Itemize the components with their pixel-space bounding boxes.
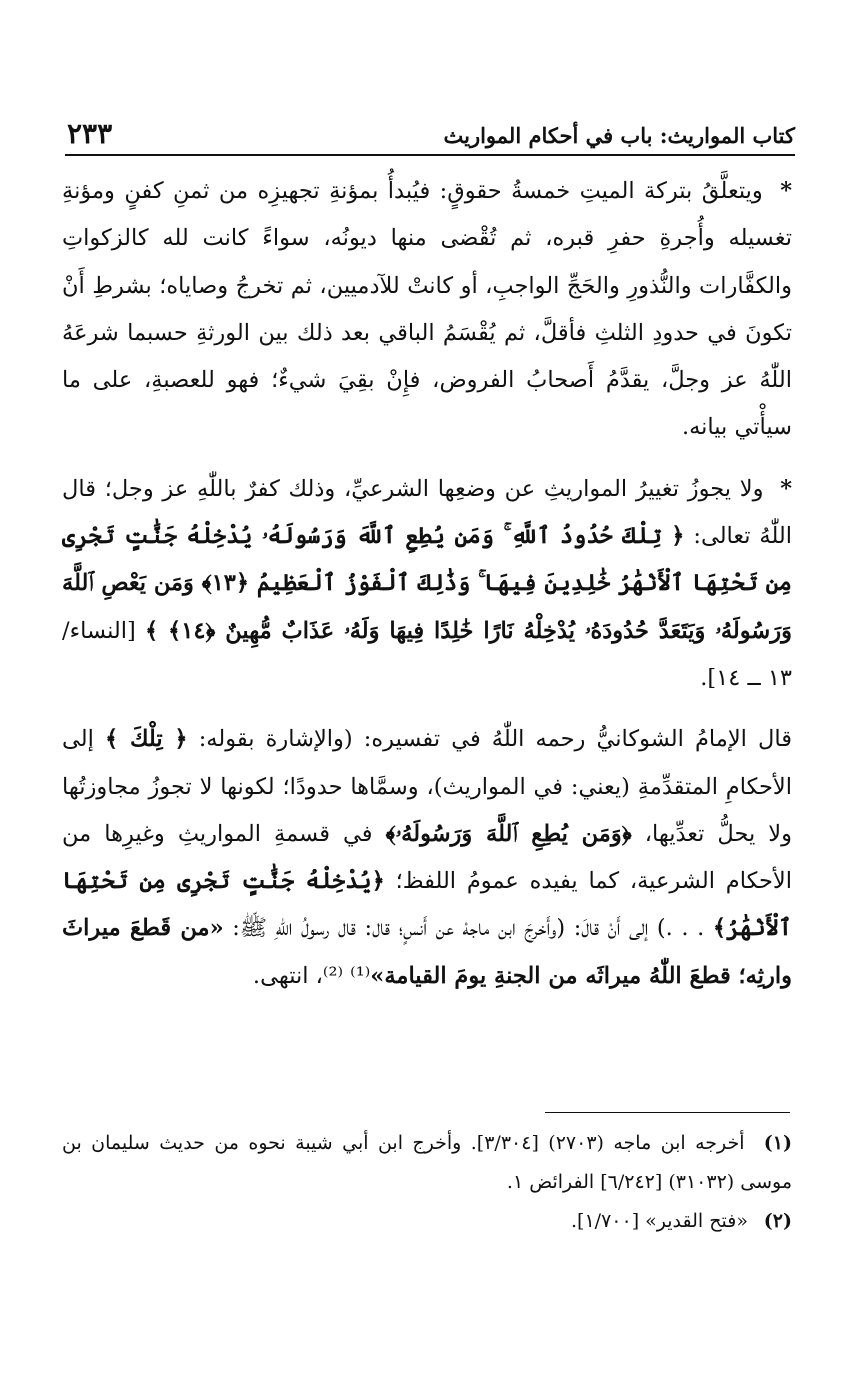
quote-text: إلى الأحكامِ المتقدِّمةِ (يعني: في المواريث)، وسمَّاها حدودًا؛ لكونها لا تجوزُ مجاوزتُها ولا يحلُّ تعدِّيها، [62,726,792,847]
footnote-text: «فتح القدير» [١/٧٠٠]. [571,1210,748,1232]
quran-verse: ﴿ تِلْكَ ﴾ [104,726,188,753]
running-title: كتاب المواريث: باب في أحكام المواريث [443,123,795,148]
bullet-marker: * [780,475,793,502]
footnote-markers: ⁽¹⁾ ⁽²⁾ [322,962,371,989]
main-text [62,168,792,1000]
footnote-separator [545,1112,790,1113]
paragraph-text: ولا يجوزُ تغييرُ المواريثِ عن وضعِها الشرعيِّ، وذلك كفرٌ باللّٰهِ عز وجل؛ قال اللّٰهُ تعالى: [62,475,792,550]
quote-text: في قسمةِ المواريثِ وغيرِها من الأحكام الشرعية، كما يفيده عمومُ اللفظ؛ [62,820,792,895]
footnote-text: أخرجه ابن ماجه (٢٧٠٣) [٣/٣٠٤]. وأخرج ابن أبي شيبة نحوه من حديث سليمان بن موسى (٣١٠٣٢) [٦/٢٤٢] الفرائض ١. [62,1132,792,1193]
verse-reference: [النساء/ ١٣ ــ ١٤]. [62,617,792,691]
footnote-number: (٢) [763,1210,792,1232]
footnote-number: (١) [763,1132,792,1154]
paragraph-shawkani-quote [62,716,792,1000]
quote-text: . . .) إلى أَنْ قالَ: (وأَخرجَ ابن ماجهْ عن أَنسٍ؛ قال: قال رسولُ اللّٰهِ ﷺ: [232,915,705,942]
quran-verse: ﴿يُدْخِلْهُ جَنَّٰتٍ تَجْرِى مِن تَحْتِهَا ٱلْأَنْهَٰرُ﴾ [62,868,792,942]
bullet-marker: * [780,178,792,204]
quote-end: ، انتهى. [252,962,323,989]
quote-text: قال الإمامُ الشوكانيُّ رحمه اللّٰهُ في تفسيره: (والإشارة بقوله: [198,726,792,753]
footnote-item [62,1124,792,1202]
quran-verse: ﴿وَمَن يُطِعِ ٱللَّهَ وَرَسُولَهُۥ﴾ [385,820,632,847]
paragraph-inheritance-change [62,466,792,702]
page-header [65,108,795,156]
page-number: ٢٣٣ [67,117,113,150]
footnotes [62,1124,792,1241]
footnote-item [62,1202,792,1241]
quran-verse: ﴿ تِلْكَ حُدُودُ ٱللَّهِ ۚ وَمَن يُطِعِ ٱللَّهَ وَرَسُولَهُۥ يُدْخِلْهُ جَنَّٰتٍ تَجْرِى مِن تَحْتِهَا ٱلْأَنْهَٰرُ خَٰلِدِينَ فِيهَا ۚ وَذَٰلِكَ ٱلْفَوْزُ ٱلْعَظِيمُ ﴿١٣﴾ وَمَن يَعْصِ ٱللَّهَ وَرَسُولَهُۥ وَيَتَعَدَّ حُدُودَهُۥ يُدْخِلْهُ نَارًا خَٰلِدًا فِيهَا وَلَهُۥ عَذَابٌ مُّهِينٌ ﴿١٤﴾ ﴾ [62,523,792,644]
paragraph-text: ويتعلَّقُ بتركة الميتِ خمسةُ حقوقٍ: فيُبدأُ بمؤنةِ تجهيزِه من ثمنِ كفنٍ ومؤنةِ تغسيله وأُجرةِ حفرِ قبره، ثم تُقْضى منها ديونُه، سواءً كانت لله كالزكواتِ والكفَّارات والنُّذورِ والحَجِّ الواجبِ، أو كانتْ للآدميين، ثم تخرجُ وصاياه؛ بشرطِ أَنْ تكونَ في حدودِ الثلثِ فأقلَّ، ثم يُقْسَمُ الباقي بعد ذلك بين الورثةِ حسبما شرعَهُ اللّٰهُ عز وجلَّ، يقدَّمُ أَصحابُ الفروض، فإِنْ بقِيَ شيءٌ؛ فهو للعصبةِ، على ما سيأْتي بيانه. [62,178,792,441]
hadith-text: «من قَطعَ ميراثَ وارثِه؛ قطعَ اللّٰهُ ميراثَه من الجنةِ يومَ القيامة» [62,915,792,989]
paragraph-estate-rights [62,168,792,452]
